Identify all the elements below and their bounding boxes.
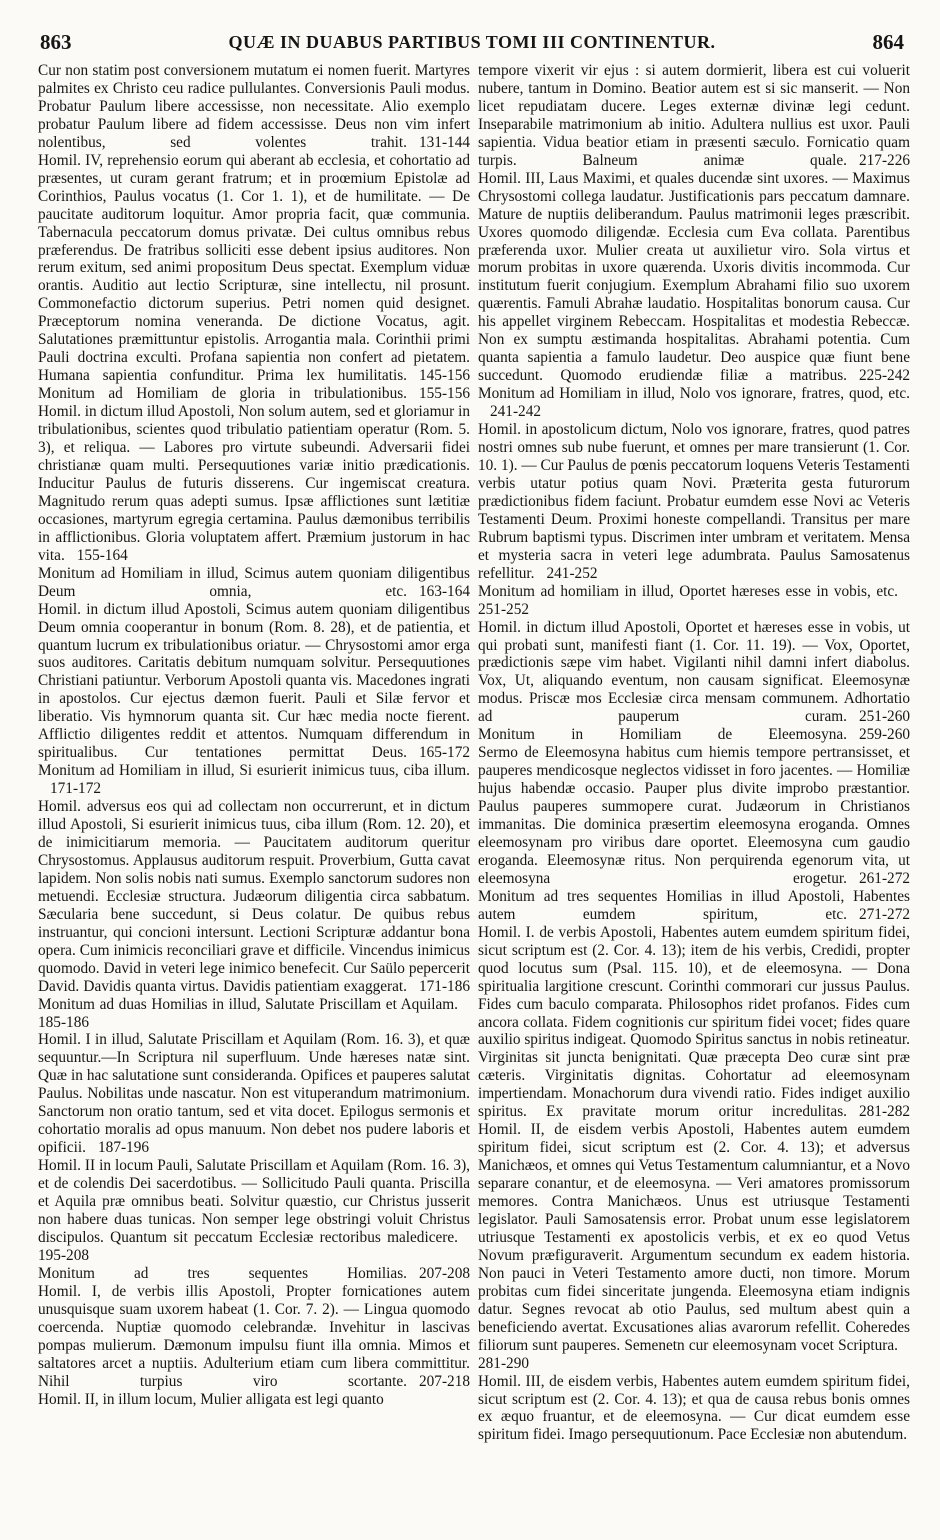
index-entry [478, 1373, 910, 1445]
entry-text: Monitum ad tres sequentes Homilias. [38, 1264, 407, 1282]
entry-text: Monitum ad tres sequentes Homilias in illud Apostoli, Habentes autem eumdem spiritum, etc. [478, 887, 910, 923]
entry-page-range: 281-282 [859, 1103, 910, 1121]
entry-page-range: 207-218 [419, 1372, 470, 1390]
entry-text: Monitum ad Homiliam in illud, Si esurierit inimicus tuus, ciba illum. [38, 762, 470, 780]
entry-page-range: 259-260 [859, 726, 910, 744]
entry-text: Homil. III, de eisdem verbis, Habentes autem eumdem spiritum fidei, sicut scriptum est (2. Cor. 4. 13); et qua de causa rebus bonis omnes ex æquo fruantur, et de eleemosyna. — Cur dicat eumdem esse spiritum fidei. Imago persequutionum. Pace Ecclesiæ non abutendum. [478, 1372, 910, 1444]
entry-page-range: 131-144 [419, 133, 470, 151]
index-entry [38, 762, 470, 798]
entry-text: Homil. I in illud, Salutate Priscillam et Aquilam (Rom. 16. 3), et quæ sequuntur.—In Scriptura nil superfluum. Unde hæreses natæ sint. Quæ in hac salutatione sunt consideranda. Opifices et pauperes salutat Paulus. Nobilitas unde nascatur. Non est vituperandum matrimonium. Sanctorum non oratio tantum, sed et vita docet. Epilogus sermonis et cohortatio moralis ad opus manuum. Non debet nos pudere laboris et opificii. [38, 1031, 470, 1157]
entry-text: Homil. in dictum illud Apostoli, Non solum autem, sed et gloriamur in tribulationibus, scientes quod tribulatio patientiam operatur (Rom. 5. 3), et reliqua. — Labores pro virtute subeundi. Adversarii fidei christianæ quam multi. Persequutiones variæ initio prædicationis. Inducitur Paulus de futuris disserens. Cur ingemiscat creatura. Magnitudo rerum quas adepti sumus. Ipsæ afflictiones sunt lætitiæ occasiones, martyrum egregia certamina. Paulus dæmonibus terribilis in afflictionibus. Gloria voluptatem affert. Præmium justorum in hac vita. [38, 403, 470, 564]
index-entry [38, 1283, 470, 1391]
index-entry [38, 1265, 470, 1283]
entry-text: Homil. in dictum illud Apostoli, Scimus autem quoniam diligentibus Deum omnia cooperantur in bonum (Rom. 8. 28), et de patientia, et quantum lucrum ex tribulationibus oriatur. — Chrysostomi amor erga suos auditores. Caritatis debitum numquam solvitur. Persequutiones Christiani patiuntur. Verborum Apostoli quanta vis. Macedones ingrati in apostolos. Cur ejectus dæmon fuerit. Pauli et Silæ fervor et liberatio. Vis hymnorum quanta sit. Cur hæc media nocte fierent. Afflictio diligentes reddit et attentos. Numquam differendum in spiritualibus. Cur tentationes permittat Deus. [38, 600, 470, 762]
index-entry [38, 152, 470, 385]
index-entry [478, 583, 910, 619]
index-entry [478, 888, 910, 924]
entry-page-range: 251-260 [859, 708, 910, 726]
index-entry [478, 619, 910, 727]
entry-page-range: 225-242 [859, 367, 910, 385]
entry-page-range: 241-252 [546, 564, 598, 582]
entry-page-range: 165-172 [419, 744, 470, 762]
entry-text: Cur non statim post conversionem mutatum ei nomen fuerit. Martyres palmites ex Christo ceu radice pullulantes. Conversionis Pauli modus. Probatur Paulum libere accessisse, non necessitate. Alio exemplo probatur Paulum libere ad fidem accessisse. Deus non vim infert nolentibus, sed volentes trahit. [38, 62, 470, 151]
index-entry [478, 385, 910, 421]
left-column [38, 62, 470, 1522]
entry-text: Sermo de Eleemosyna habitus cum hiemis tempore pertransisset, et pauperes mendicosque neglectos vidisset in foro jacentes. — Homiliæ hujus habendæ occasio. Pauper plus divite improbo præstantior. Paulus pauperes summopere curat. Judæorum in Christianos immanitas. Die dominica præsertim eleemosyna eroganda. Omnes eleemosynam pro viribus dare oportet. Eleemosyna cum gaudio eroganda. Eleemosynæ ritus. Non perquirenda egenorum vita, ut eleemosyna erogetur. [478, 744, 910, 887]
entry-page-range: 217-226 [859, 151, 910, 169]
index-entry [38, 62, 470, 152]
entry-text: Homil. I. de verbis Apostoli, Habentes autem eumdem spiritum fidei, sicut scriptum est (2. Cor. 4. 13); item de his verbis, Credidi, propter quod locutus sum (Psal. 115. 10), et de eleemosyna. — Dona spiritualia largitione crescunt. Corinthi commorari cur jussus Paulus. Fides cum baculo comparata. Philosophos ridet profanos. Fides cum ancora collata. Fidem cognitionis cur spiritum fidei vocet; fides quare auxilio spiritus indigeat. Quomodo Spiritus sanctus in nobis retineatur. Virginitas sit juncta benignitati. Quæ præcepta Deo curæ sint præ cæteris. Virginitatis dignitas. Cohortatur ad eleemosynam impertiendam. Monachorum dura vivendi ratio. Fides indiget auxilio spiritus. Ex pravitate morum oritur incredulitas. [478, 923, 910, 1121]
entry-page-range: 171-186 [419, 977, 470, 995]
entry-page-range: 155-156 [419, 385, 470, 403]
index-entry [38, 798, 470, 995]
entry-page-range: 185-186 [38, 1013, 89, 1031]
index-entry [478, 170, 910, 385]
entry-text: Homil. in apostolicum dictum, Nolo vos ignorare, fratres, quod patres nostri omnes sub nube fuerunt, et omnes per mare transierunt (1. Cor. 10. 1). — Cur Paulus de pœnis peccatorum loquens Veteris Testamenti verbis utatur potius quam Novi. Præterita gesta futurorum prædictionibus fidem faciunt. Probatur eumdem esse Novi ac Veteris Testamenti Deum. Proximi honeste compellandi. Transitus per mare Rubrum baptismi typus. Discrimen inter umbram et veritatem. Mensa et mysteria sacra in veteri lege adumbrata. Paulus Samosatenus refellitur. [478, 421, 910, 582]
entry-text: Monitum ad Homiliam in illud, Nolo vos ignorare, fratres, quod, etc. [478, 385, 910, 403]
entry-text: tempore vixerit vir ejus : si autem dormierit, libera est cui voluerit nubere, tantum in Domino. Beatior autem est si sic manserit. — Non licet repudiatam ducere. Leges externæ divinæ legi cedunt. Inseparabile matrimonium ab initio. Adultera nullius est uxor. Pauli sapientia. Vidua beatior etiam in præsenti sæculo. Fornicatio quam turpis. Balneum animæ quale. [478, 62, 910, 169]
index-entry [38, 1157, 470, 1265]
entry-page-range: 171-172 [50, 780, 101, 798]
entry-page-range: 281-290 [478, 1354, 529, 1372]
index-entry [38, 385, 470, 403]
entry-text: Homil. III, Laus Maximi, et quales ducendæ sint uxores. — Maximus Chrysostomi collega laudatur. Justificationis pars peccatum damnare. Mature de nuptiis deliberandum. Paulus matrimonii leges præscribit. Uxores quomodo diligendæ. Ecclesia cum Eva collata. Parentibus præferenda uxor. Mulier creata ut auxilietur viro. Sola virtus et morum probitas in uxore quærenda. Uxoris divitis incommoda. Cur institutum fuerit conjugium. Exemplum Abrahami filio suo uxorem quærentis. Famuli Abrahæ laudatio. Hospitalitas bonorum causa. Cur his appellet virginem Rebeccam. Hospitalitas et modestia Rebeccæ. Non ex sumptu æstimanda hospitalitas. Abrahami potentia. Cum quanta sapientia a famulo laudetur. Deo auspice quæ fiunt bene succedunt. Quomodo erudiendæ filiæ a matribus. [478, 169, 910, 385]
entry-text: Monitum in Homiliam de Eleemosyna. [478, 726, 847, 744]
index-entry [38, 403, 470, 565]
entry-page-range: 207-208 [419, 1264, 470, 1282]
entry-page-range: 241-242 [490, 403, 541, 421]
page-number-right: 864 [872, 30, 904, 54]
entry-page-range: 155-164 [76, 546, 128, 564]
entry-page-range: 195-208 [38, 1246, 89, 1264]
index-entry [38, 1391, 470, 1409]
entry-text: Homil. II, in illum locum, Mulier alligata est legi quanto [38, 1390, 384, 1408]
entry-text: Monitum ad duas Homilias in illud, Salutate Priscillam et Aquilam. [38, 995, 458, 1013]
entry-text: Homil. I, de verbis illis Apostoli, Propter fornicationes autem unusquisque suam uxorem habeat (1. Cor. 7. 2). — Lingua quomodo coercenda. Nuptiæ quomodo celebrandæ. Invehitur in lascivas pompas mulierum. Dæmonum impulsu fiunt illa omnia. Mimos et saltatores arcet a nuptiis. Adulterium etiam cum libera committitur. Nihil turpius viro scortante. [38, 1282, 470, 1390]
entry-text: Homil. II, de eisdem verbis Apostoli, Habentes autem eumdem spiritum fidei, sicut scriptum est (2. Cor. 4. 13); et adversus Manichæos, et omnes qui Vetus Testamentum calumniantur, et a Novo separare conantur, et de eleemosyna. — Veri amatores promissorum memores. Contra Manichæos. Unus est utriusque Testamenti legislator. Pauli Samosatensis error. Probat unum esse legislatorem utriusque Testamenti ex apostolicis verbis, et ex eo quod Vetus Novum præfiguraverit. Argumentum secundum ex eadem historia. Non pauci in Veteri Testamento amore ducti, non timore. Morum probitas cum fidei sinceritate jungenda. Eleemosyna etiam indignis datur. Segnes revocat ab otio Paulus, sed multum abest quin a beneficiendo avertat. Excusationes alias avarorum refellit. Coheredes filiorum sunt pauperes. Semenetn cur eleemosynam vocet Scriptura. [478, 1121, 910, 1354]
entry-page-range: 145-156 [419, 367, 470, 385]
entry-text: Homil. adversus eos qui ad collectam non occurrerunt, et in dictum illud Apostoli, Si esurierit inimicus tuus, ciba illum (Rom. 12. 20), et de inimicitiarum memoria. — Paucitatem auditorum queritur Chrysostomus. Applausus auditorum respuit. Proverbium, Gutta cavat lapidem. Non solis nobis nati sumus. Exemplo sanctorum sudores non metuendi. Ecclesiæ structura. Judæorum diligentia circa sabbatum. Sæcularia bene succedunt, si Deus colatur. De quibus rebus instruantur, qui concioni intersunt. Lectioni Scripturæ addantur bona opera. Cum inimicis reconciliari grave et difficile. Vincendus inimicus quomodo. David in veteri lege inimico benefecit. Cur Saülo pepercerit David. Davidis quanta virtus. Davidis patientiam exaggerat. [38, 798, 470, 995]
entry-text: Homil. IV, reprehensio eorum qui aberant ab ecclesia, et cohortatio ad præsentes, ut curam gerant fratrum; et in proœmium Epistolæ ad Corinthios, Paulus vocatus (1. Cor 1. 1), et de humilitate. — De paucitate auditorum loquitur. Amor propria facit, quæ communia. Tabernacula peccatorum domus privatæ. Dei cultus omnibus rebus præferendus. De fratribus solliciti esse debent ipsius auditores. Non rerum exitum, sed animi propositum Deus spectat. Exemplum viduæ orantis. Auditio aut lectio Scripturæ, sine intellectu, nil prosunt. Commonefactio dictorum superius. Petri nomen quid designet. Præceptorum nomina veneranda. De dictione Vocatus, agit. Salutationes præmittuntur epistolis. Arrogantia mala. Corinthii primi Pauli doctrina exculti. Profana sapientia non confert ad pietatem. Humana sapientia confunditur. Prima lex humilitatis. [38, 151, 470, 385]
index-entry [478, 421, 910, 583]
entry-page-range: 271-272 [859, 905, 910, 923]
index-entry [38, 601, 470, 763]
entry-text: Monitum ad Homiliam de gloria in tribulationibus. [38, 385, 407, 403]
entry-page-range: 163-164 [419, 582, 470, 600]
page-title: QUÆ IN DUABUS PARTIBUS TOMI III CONTINENTUR. [228, 32, 716, 52]
entry-text: Homil. in dictum illud Apostoli, Oportet et hæreses esse in vobis, ut qui probati sunt, manifesti fiant (1. Cor. 11. 19). — Vox, Oportet, prædictionis sæpe vim habet. Vigilanti nihil damni infert diabolus. Vox, Ut, aliquando eventum, non causam significat. Eleemosynæ modus. Priscæ mos Ecclesiæ circa mensam communem. Adhortatio ad pauperum curam. [478, 618, 910, 726]
page-number-left: 863 [40, 30, 72, 54]
entry-page-range: 261-272 [859, 869, 910, 887]
index-entry [38, 1031, 470, 1157]
entry-text: Monitum ad Homiliam in illud, Scimus autem quoniam diligentibus Deum omnia, etc. [38, 564, 470, 600]
index-entry [478, 1121, 910, 1372]
index-entry [478, 726, 910, 744]
right-column [478, 62, 910, 1522]
index-entry [478, 62, 910, 170]
index-entry [38, 996, 470, 1032]
entry-text: Monitum ad homiliam in illud, Oportet hæreses esse in vobis, etc. [478, 582, 898, 600]
entry-page-range: 251-252 [478, 600, 529, 618]
entry-page-range: 187-196 [98, 1139, 150, 1157]
running-header [40, 30, 904, 56]
entry-text: Homil. II in locum Pauli, Salutate Priscillam et Aquilam (Rom. 16. 3), et de colendis Dei sacerdotibus. — Sollicitudo Pauli quanta. Priscilla et Aquila præ omnibus beati. Solvitur quæstio, cur Christus jusserit non habere duas tunicas. Non semper lege obstringi voluit Christus discipulos. Quantum sit peccatum Ecclesiæ rectoribus maledicere. [38, 1157, 470, 1246]
index-entry [478, 924, 910, 1121]
index-entry [38, 565, 470, 601]
index-entry [478, 744, 910, 888]
